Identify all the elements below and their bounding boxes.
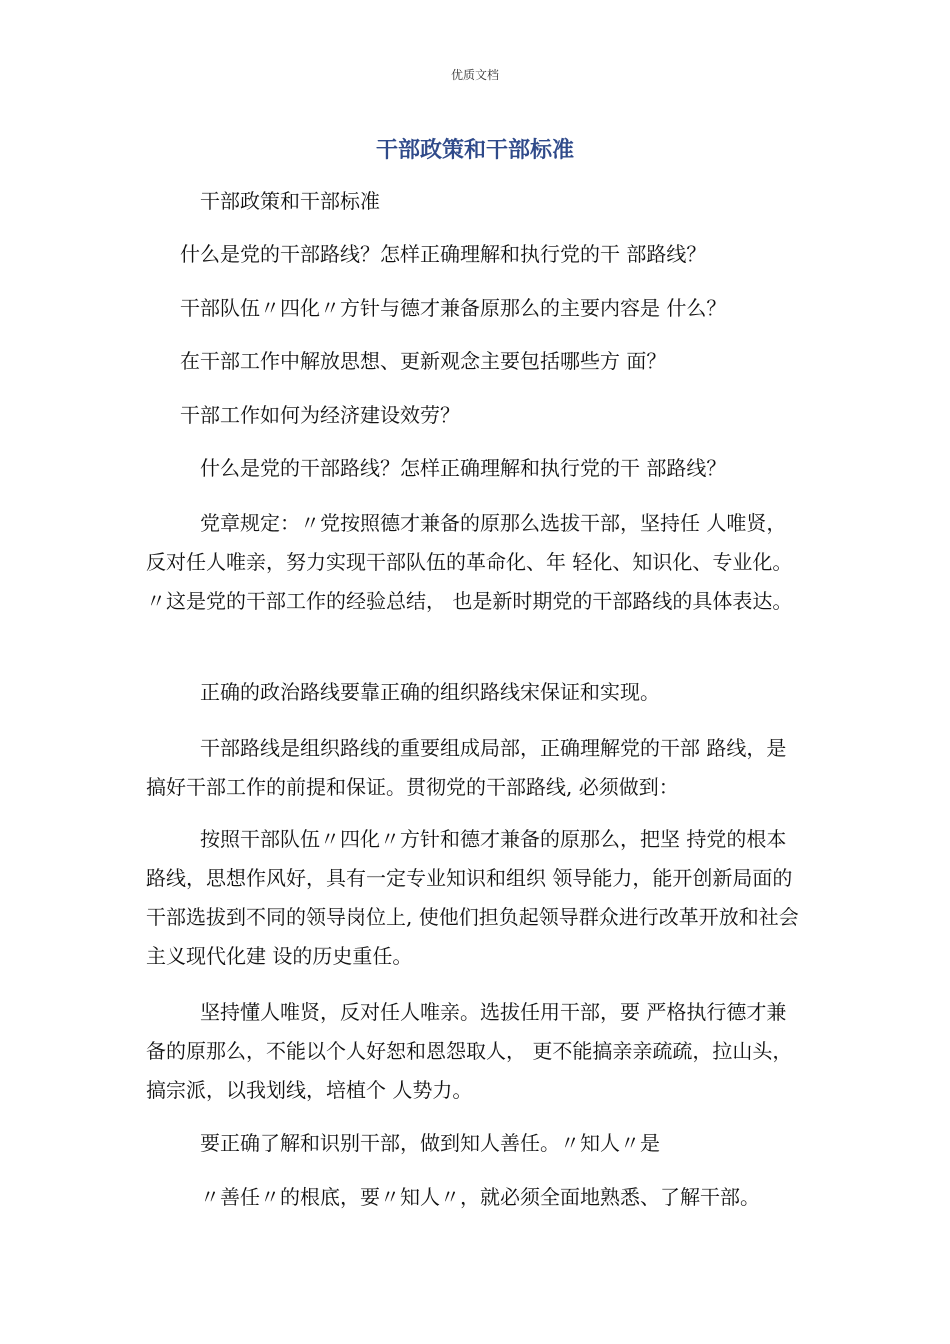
question-item: 什么是党的干部路线？怎样正确理解和执行党的干 部路线？ [180, 242, 707, 266]
section-heading: 什么是党的干部路线？怎样正确理解和执行党的干 部路线？ [200, 456, 727, 480]
body-paragraph: 坚持懂人唯贤，反对任人唯亲。选拔任用干部，要 严格执行德才兼备的原那么，不能以个人好恕和恩怨取人， 更不能搞亲亲疏疏，拉山头，搞宗派，以我划线，培植个 人势力。 [146, 1000, 793, 1102]
document-subtitle: 干部政策和干部标准 [200, 189, 380, 213]
body-last-line: 〃善任〃的根底，要〃知人〃，就必须全面地熟悉、了解干部。 [200, 1185, 760, 1209]
body-paragraph: 要正确了解和识别干部，做到知人善任。〃知人〃是 [200, 1131, 660, 1155]
body-paragraph: 党章规定：〃党按照德才兼备的原那么选拔干部，坚持任 人唯贤，反对任人唯亲，努力实现干部队伍的革命化、年 轻化、知识化、专业化。〃这是党的干部工作的经验总结， 也是新时期党的干部路线的具体表达。 [146, 511, 793, 613]
page-header: 优质文档 [450, 68, 499, 82]
question-item: 干部队伍〃四化〃方针与德才兼备原那么的主要内容是 什么？ [180, 296, 727, 320]
body-paragraph: 按照干部队伍〃四化〃方针和德才兼备的原那么，把坚 持党的根本路线，思想作风好，具有一定专业知识和组织 领导能力，能开创新局面的干部选拔到不同的领导岗位上, 使他们担负起领导群众进行改革开放和社会主义现代化建 设的历史重任。 [146, 827, 799, 968]
question-item: 干部工作如何为经济建设效劳？ [180, 403, 460, 427]
question-item: 在干部工作中解放思想、更新观念主要包括哪些方 面？ [180, 349, 667, 373]
body-paragraph: 干部路线是组织路线的重要组成局部，正确理解党的干部 路线，是搞好干部工作的前提和保证。贯彻党的干部路线, 必须做到： [146, 736, 787, 799]
body-paragraph: 正确的政治路线要靠正确的组织路线宋保证和实现。 [200, 680, 660, 704]
document-title: 干部政策和干部标准 [375, 138, 574, 163]
